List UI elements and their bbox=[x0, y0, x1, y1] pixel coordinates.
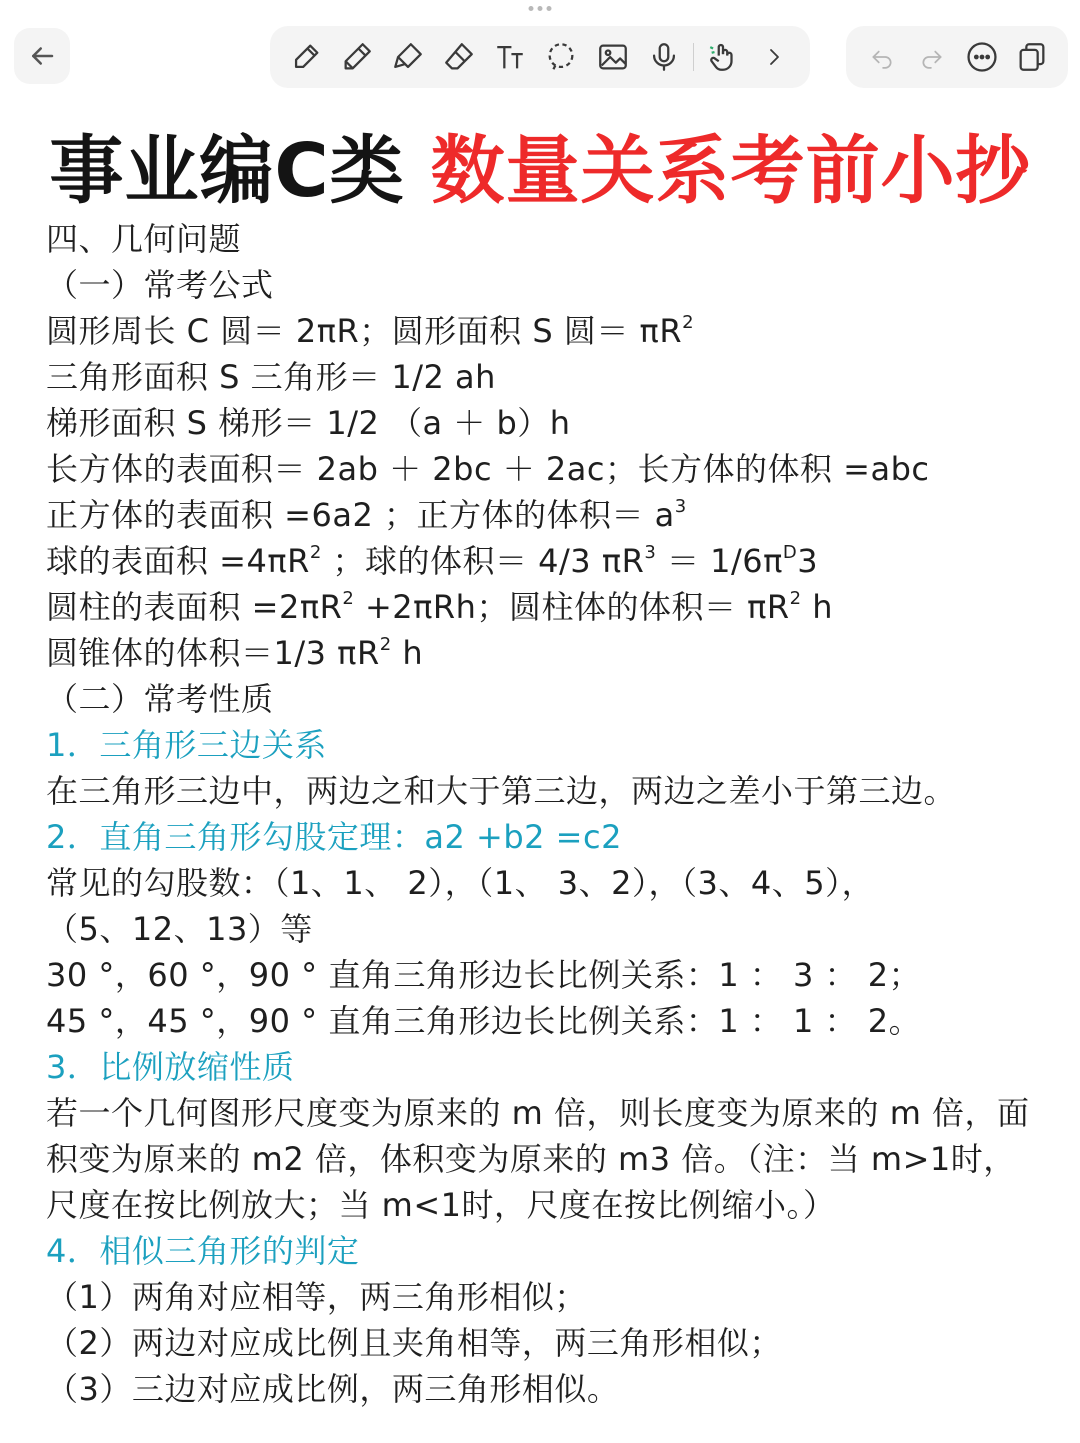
formula-text: ；球的体积＝ 4/3 πR bbox=[321, 542, 645, 580]
subsection-heading: （一）常考公式 bbox=[46, 266, 274, 304]
formula-text: 球的表面积 =4πR bbox=[46, 542, 310, 580]
top-toolbar bbox=[0, 22, 1080, 88]
paragraph-line: 45 °，45 °，90 ° 直角三角形边长比例关系：1 ： 1 ： 2。 bbox=[46, 1002, 922, 1040]
more-icon bbox=[965, 40, 999, 74]
hand-tool-button[interactable] bbox=[701, 35, 745, 79]
formula-text: h bbox=[801, 588, 834, 626]
toolbar-divider bbox=[693, 43, 694, 71]
section-heading: 四、几何问题 bbox=[46, 220, 242, 258]
topic-heading-1: 1．三角形三边关系 bbox=[46, 726, 327, 764]
back-button[interactable] bbox=[14, 28, 70, 84]
drawing-tools-bar bbox=[270, 26, 810, 88]
formula-cube bbox=[46, 492, 1046, 538]
lasso-icon bbox=[544, 40, 578, 74]
paragraph-line: 30 °，60 °，90 ° 直角三角形边长比例关系：1 ： 3 ： 2； bbox=[46, 956, 922, 994]
text-tool-button[interactable] bbox=[488, 35, 532, 79]
formula-text: ＝ 1/6π bbox=[656, 542, 783, 580]
formula-text: 3 bbox=[797, 542, 819, 580]
formula-text: 圆形周长 C 圆＝ 2πR；圆形面积 S 圆＝ πR bbox=[46, 312, 683, 350]
pages-button[interactable] bbox=[1010, 35, 1054, 79]
paragraph-line: 尺度在按比例放大；当 m<1时，尺度在按比例缩小。） bbox=[46, 1186, 836, 1224]
window-drag-handle[interactable] bbox=[529, 6, 552, 11]
formula-sphere bbox=[46, 538, 1046, 584]
topic-heading-4: 4．相似三角形的判定 bbox=[46, 1232, 360, 1270]
superscript: D bbox=[782, 542, 798, 563]
arrow-left-icon bbox=[27, 41, 57, 71]
chevron-right-icon bbox=[762, 45, 786, 69]
paragraph-line: 若一个几何图形尺度变为原来的 m 倍，则长度变为原来的 m 倍，面 bbox=[46, 1094, 1030, 1132]
highlighter-icon bbox=[391, 40, 425, 74]
note-content bbox=[46, 216, 1046, 1412]
formula-text: h bbox=[391, 634, 424, 672]
superscript: 3 bbox=[644, 542, 657, 563]
formula-cone bbox=[46, 630, 1046, 676]
paragraph-line: 积变为原来的 m2 倍，体积变为原来的 m3 倍。（注：当 m>1时， bbox=[46, 1140, 1016, 1178]
highlighter-tool-button[interactable] bbox=[386, 35, 430, 79]
title-part-red: 数量关系考前小抄 bbox=[430, 128, 1031, 214]
pencil-tool-button[interactable] bbox=[335, 35, 379, 79]
more-options-button[interactable] bbox=[960, 35, 1004, 79]
paragraph-line: 在三角形三边中，两边之和大于第三边，两边之差小于第三边。 bbox=[46, 772, 957, 810]
pages-icon bbox=[1015, 40, 1049, 74]
formula-text: +2πRh；圆柱体的体积＝ πR bbox=[354, 588, 790, 626]
paragraph-line: （3）三边对应成比例，两三角形相似。 bbox=[46, 1370, 620, 1408]
topic-heading-3: 3．比例放缩性质 bbox=[46, 1048, 295, 1086]
image-icon bbox=[596, 40, 630, 74]
eraser-tool-button[interactable] bbox=[437, 35, 481, 79]
subsection-heading: （二）常考性质 bbox=[46, 680, 274, 718]
formula-text: 圆柱的表面积 =2πR bbox=[46, 588, 343, 626]
formula-cylinder bbox=[46, 584, 1046, 630]
paragraph-line: （1）两角对应相等，两三角形相似； bbox=[46, 1278, 587, 1316]
formula-triangle: 三角形面积 S 三角形＝ 1/2 ah bbox=[46, 358, 496, 396]
undo-icon bbox=[869, 44, 895, 70]
formula-circle bbox=[46, 308, 1046, 354]
superscript: 2 bbox=[682, 312, 695, 333]
redo-icon bbox=[919, 44, 945, 70]
pen-tool-button[interactable] bbox=[284, 35, 328, 79]
topic-heading-2: 2．直角三角形勾股定理：a2 +b2 =c2 bbox=[46, 818, 622, 856]
lasso-tool-button[interactable] bbox=[539, 35, 583, 79]
more-tools-button[interactable] bbox=[752, 35, 796, 79]
microphone-icon bbox=[647, 40, 681, 74]
title-part-black: 事业编C类 bbox=[49, 128, 405, 214]
superscript: 2 bbox=[379, 634, 392, 655]
pen-icon bbox=[289, 40, 323, 74]
eraser-icon bbox=[442, 40, 476, 74]
microphone-button[interactable] bbox=[642, 35, 686, 79]
image-tool-button[interactable] bbox=[591, 35, 635, 79]
paragraph-line: （5、12、13）等 bbox=[46, 910, 313, 948]
superscript: 2 bbox=[309, 542, 322, 563]
hand-pointer-icon bbox=[706, 40, 740, 74]
formula-text: 正方体的表面积 =6a2 ；正方体的体积＝ a bbox=[46, 496, 675, 534]
redo-button[interactable] bbox=[910, 35, 954, 79]
text-tool-icon bbox=[493, 40, 527, 74]
superscript: 2 bbox=[789, 588, 802, 609]
superscript: 3 bbox=[674, 496, 687, 517]
pencil-icon bbox=[340, 40, 374, 74]
paragraph-line: （2）两边对应成比例且夹角相等，两三角形相似； bbox=[46, 1324, 782, 1362]
page-title bbox=[0, 112, 1080, 218]
superscript: 2 bbox=[342, 588, 355, 609]
document-actions-bar bbox=[846, 26, 1068, 88]
paragraph-line: 常见的勾股数：（1、1、 2），（1、 3、2），（3、4、5）， bbox=[46, 864, 875, 902]
undo-button[interactable] bbox=[860, 35, 904, 79]
formula-text: 圆锥体的体积＝1/3 πR bbox=[46, 634, 380, 672]
formula-trapezoid: 梯形面积 S 梯形＝ 1/2 （a ＋ b）h bbox=[46, 404, 571, 442]
formula-cuboid: 长方体的表面积＝ 2ab ＋ 2bc ＋ 2ac；长方体的体积 =abc bbox=[46, 450, 930, 488]
